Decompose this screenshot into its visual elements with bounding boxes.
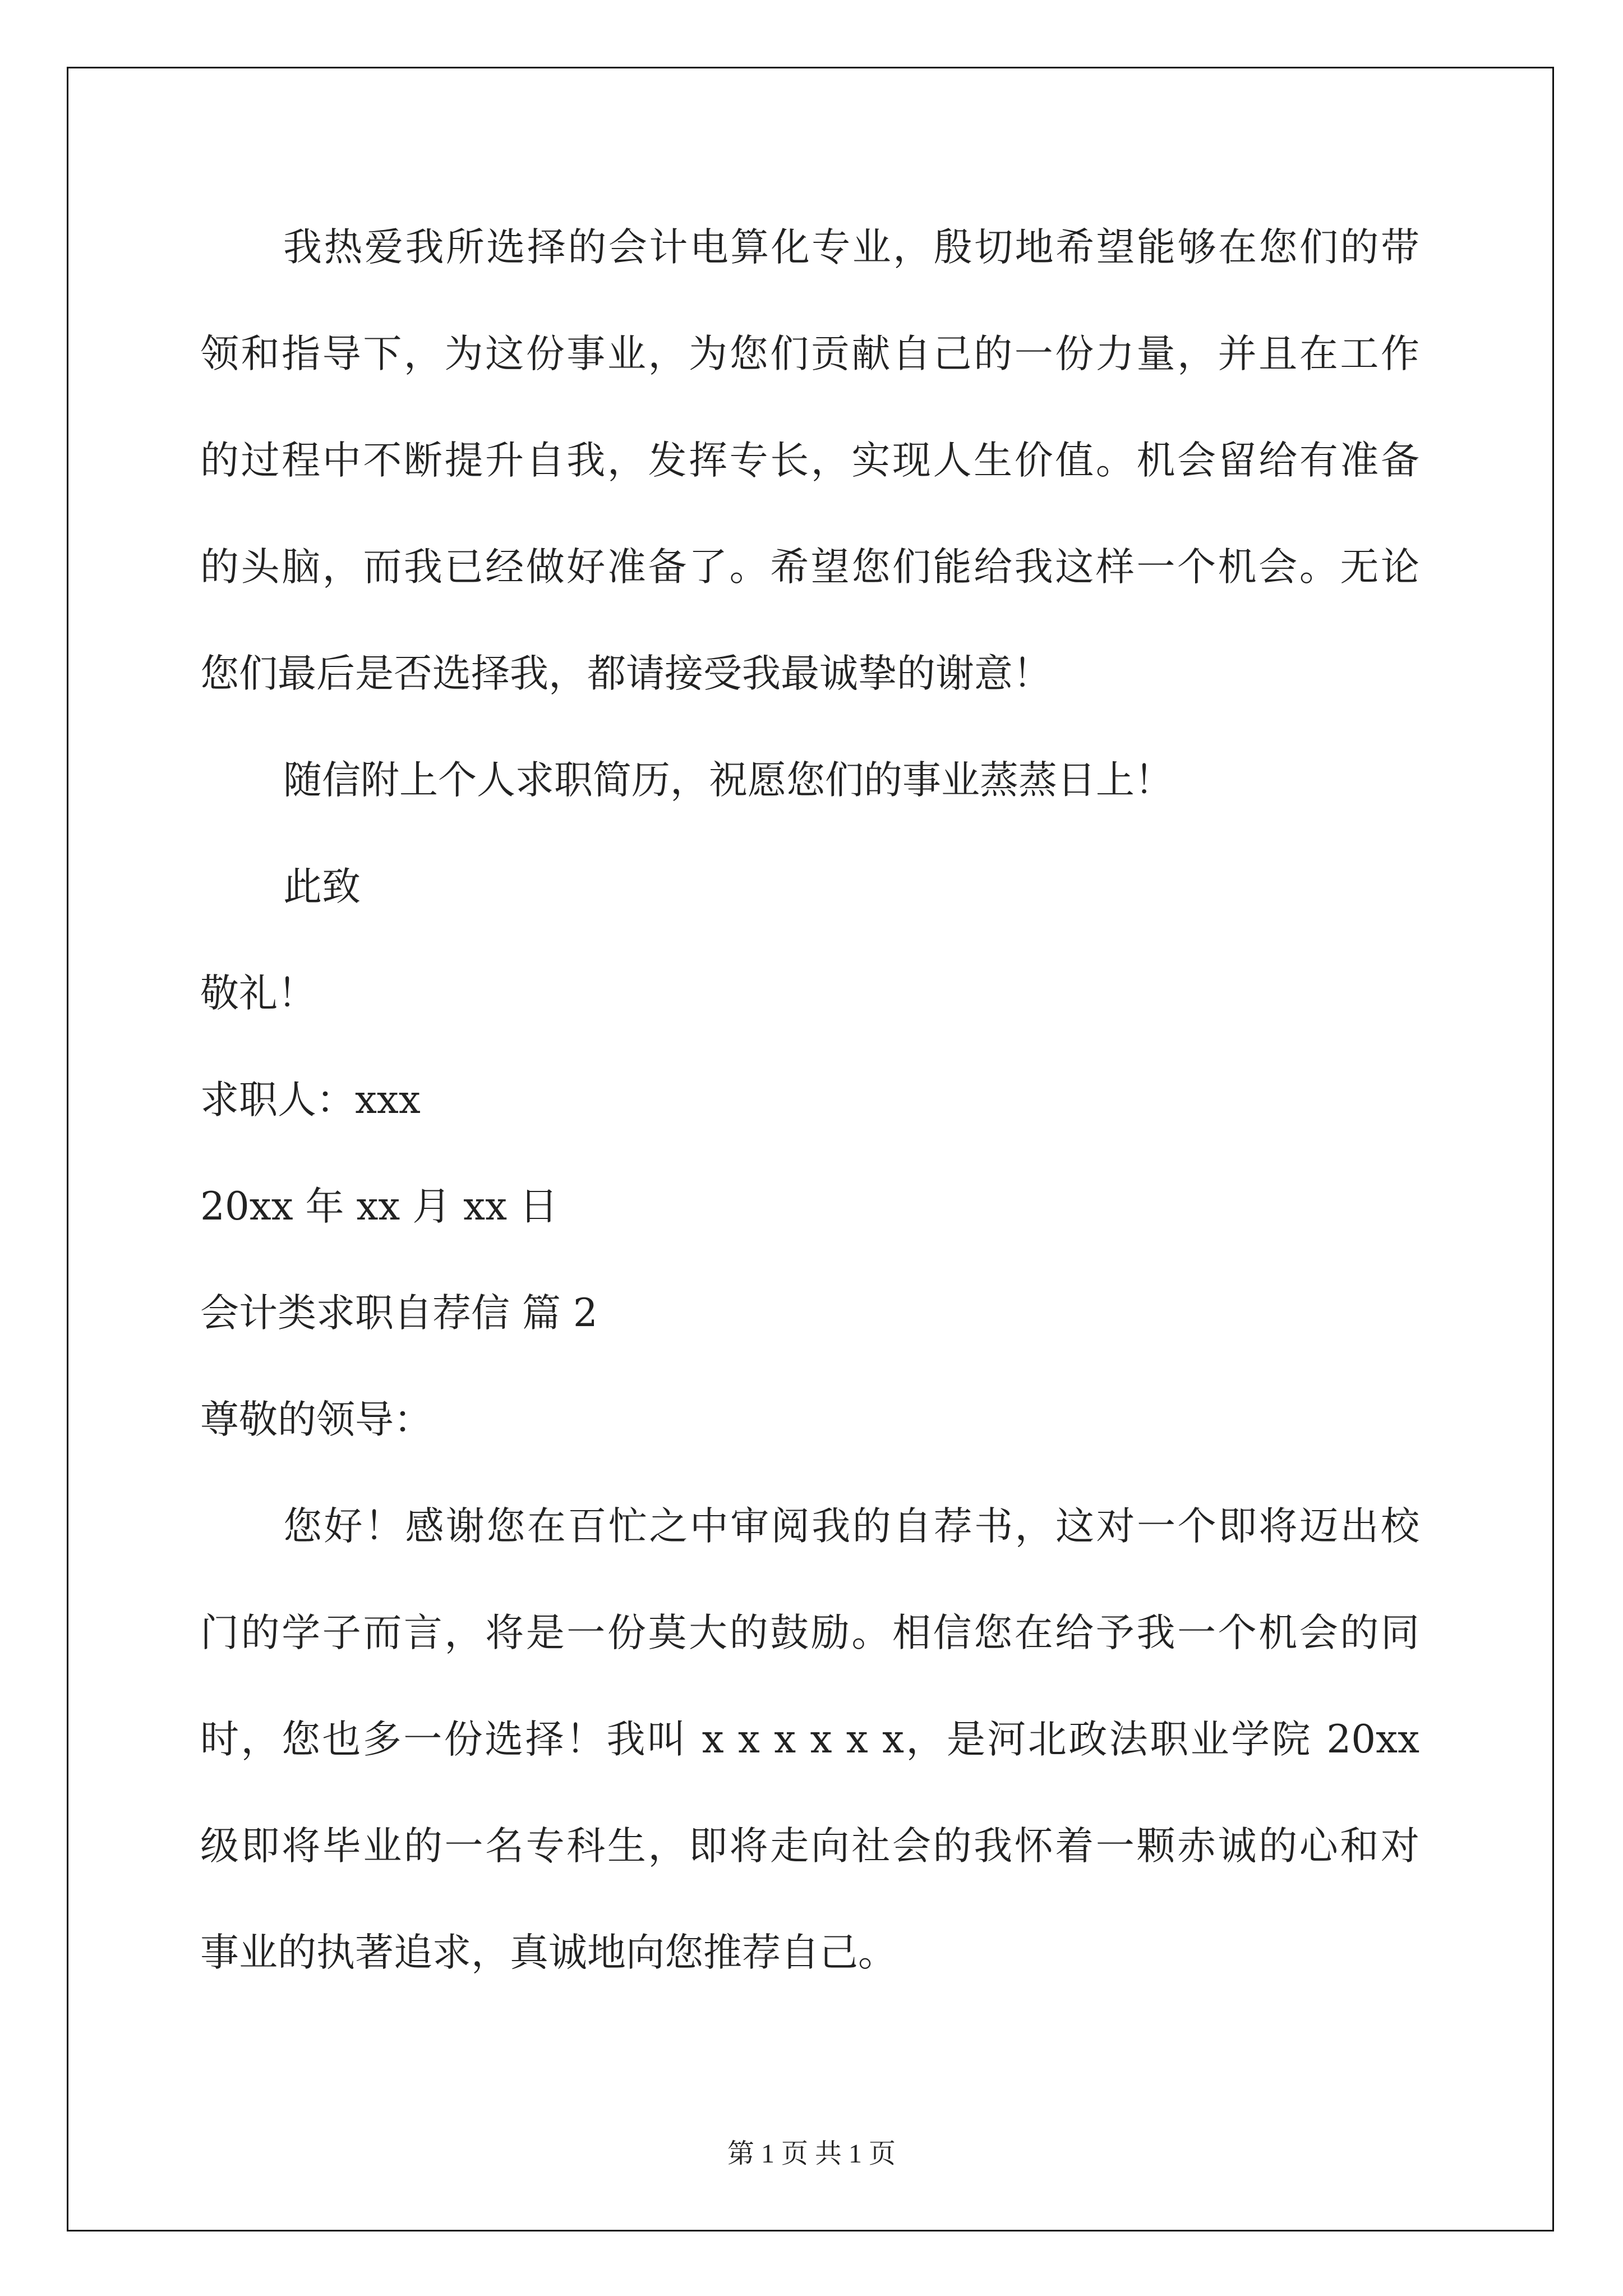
paragraph-3-line-2: 门的学子而言，将是一份莫大的鼓励。相信您在给予我一个机会的同	[200, 1611, 1419, 1655]
letter-date: 20xx 年 xx 月 xx 日	[200, 1184, 558, 1229]
paragraph-1-line-5: 您们最后是否选择我，都请接受我最诚挚的谢意！	[200, 651, 1052, 696]
applicant-signature: 求职人：xxx	[200, 1078, 421, 1122]
paragraph-3-line-3: 时，您也多一份选择！我叫 x x x x x x，是河北政法职业学院 20xx	[200, 1717, 1419, 1762]
paragraph-1-line-2: 领和指导下，为这份事业，为您们贡献自己的一份力量，并且在工作	[200, 332, 1419, 376]
paragraph-3-line-1: 您好！感谢您在百忙之中审阅我的自荐书，这对一个即将迈出校	[283, 1504, 1419, 1549]
section-title: 会计类求职自荐信 篇 2	[200, 1291, 598, 1336]
closing-ci-zhi: 此致	[283, 864, 361, 909]
paragraph-1-line-1: 我热爱我所选择的会计电算化专业，殷切地希望能够在您们的带	[283, 225, 1419, 270]
page-footer: 第 1 页 共 1 页	[727, 2139, 896, 2169]
paragraph-3-line-5: 事业的执著追求，真诚地向您推荐自己。	[200, 1930, 897, 1975]
page-border	[67, 67, 1554, 2231]
salutation: 尊敬的领导：	[200, 1397, 432, 1442]
paragraph-2: 随信附上个人求职简历，祝愿您们的事业蒸蒸日上！	[283, 758, 1173, 803]
paragraph-1-line-4: 的头脑，而我已经做好准备了。希望您们能给我这样一个机会。无论	[200, 545, 1419, 590]
paragraph-1-line-3: 的过程中不断提升自我，发挥专长，实现人生价值。机会留给有准备	[200, 438, 1419, 483]
paragraph-3-line-4: 级即将毕业的一名专科生，即将走向社会的我怀着一颗赤诚的心和对	[200, 1824, 1419, 1869]
closing-jing-li: 敬礼！	[200, 971, 316, 1016]
